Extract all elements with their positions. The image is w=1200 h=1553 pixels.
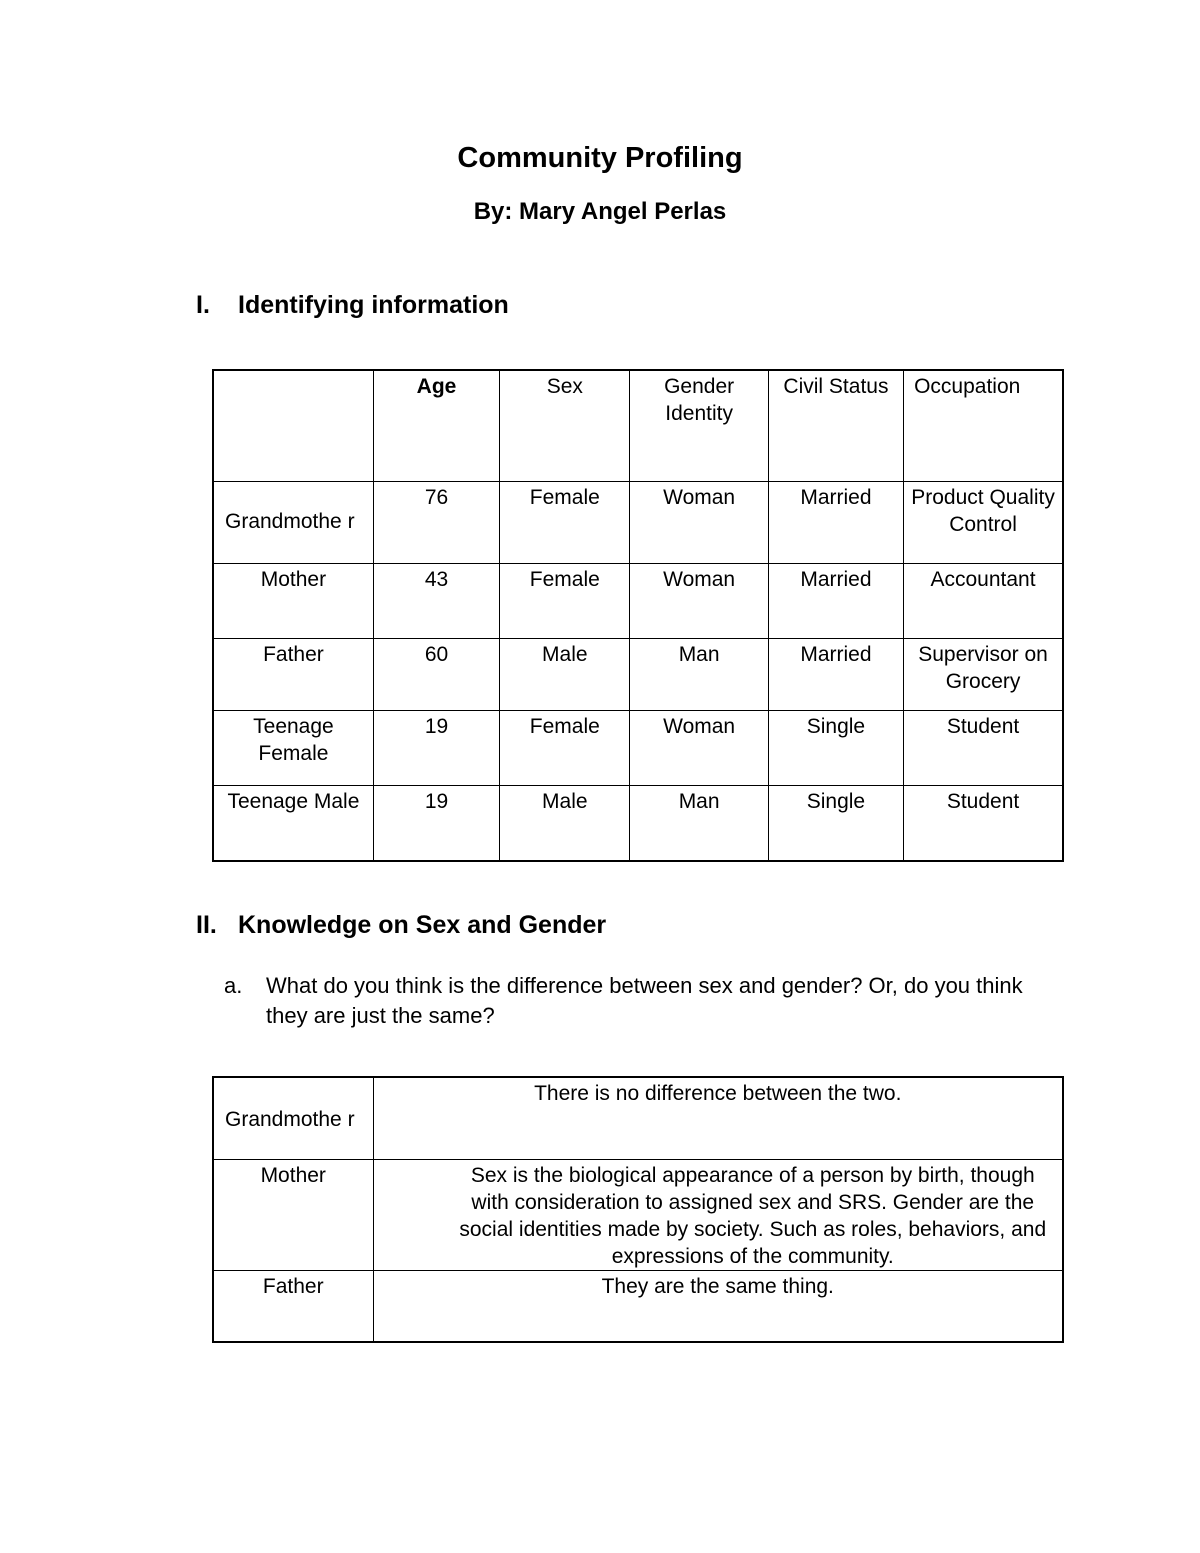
table-header-cell: Age (373, 370, 499, 482)
table-cell-occupation: Student (904, 711, 1063, 786)
table-header-row (213, 370, 1063, 482)
table-cell-age: 19 (373, 786, 499, 861)
section-heading-identifying-information (196, 291, 509, 320)
table-cell-civil-status: Married (768, 482, 903, 564)
table-cell-gender-identity: Man (630, 786, 768, 861)
table-cell-occupation: Product Quality Control (904, 482, 1063, 564)
table-cell-age: 60 (373, 639, 499, 711)
table-cell-sex: Female (500, 564, 630, 639)
table-cell-occupation: Student (904, 786, 1063, 861)
table-cell-answer: There is no difference between the two. (373, 1077, 1063, 1159)
table-row (213, 1270, 1063, 1342)
table-cell-civil-status: Single (768, 786, 903, 861)
question-text: What do you think is the difference between sex and gender? Or, do you think they are just the same? (266, 973, 1023, 1028)
table-header-cell (213, 370, 373, 482)
table-cell-name: Father (213, 1270, 373, 1342)
section-heading-knowledge-on-sex-and-gender (196, 911, 606, 940)
table-cell-age: 19 (373, 711, 499, 786)
section-title: Knowledge on Sex and Gender (238, 911, 607, 939)
table-row (213, 564, 1063, 639)
table-cell-gender-identity: Woman (630, 564, 768, 639)
table-header-cell: Civil Status (768, 370, 903, 482)
table-header-cell: Gender Identity (630, 370, 768, 482)
table-cell-civil-status: Married (768, 639, 903, 711)
table-row (213, 1159, 1063, 1270)
table-row (213, 482, 1063, 564)
table-cell-civil-status: Married (768, 564, 903, 639)
table-cell-sex: Male (500, 786, 630, 861)
table-cell-age: 43 (373, 564, 499, 639)
table-cell-name: Mother (213, 564, 373, 639)
table-cell-occupation: Accountant (904, 564, 1063, 639)
table-cell-name: Teenage Male (213, 786, 373, 861)
table-cell-name: Grandmothe r (213, 1077, 373, 1159)
table-cell-name: Mother (213, 1159, 373, 1270)
table-row (213, 1077, 1063, 1159)
section-number: II. (196, 911, 217, 939)
document-title: Community Profiling (457, 142, 743, 174)
table-cell-answer: Sex is the biological appearance of a person by birth, though with consideration to assigned sex and SRS. Gender are the social identities made by society. Such as roles, behaviors, and expressions of the community. (373, 1159, 1063, 1270)
table-cell-sex: Female (500, 711, 630, 786)
table-cell-gender-identity: Man (630, 639, 768, 711)
document-author: By: Mary Angel Perlas (473, 198, 727, 225)
table-row (213, 711, 1063, 786)
table-cell-gender-identity: Woman (630, 711, 768, 786)
table-row (213, 639, 1063, 711)
table-cell-name: Teenage Female (213, 711, 373, 786)
question-item (224, 971, 1044, 1031)
section-title: Identifying information (238, 291, 509, 319)
question-letter: a. (224, 973, 243, 998)
table-row (213, 786, 1063, 861)
table-cell-gender-identity: Woman (630, 482, 768, 564)
table-cell-occupation: Supervisor on Grocery (904, 639, 1063, 711)
table-header-cell: Occupation (904, 370, 1063, 482)
identifying-information-table (212, 369, 1064, 862)
table-cell-sex: Female (500, 482, 630, 564)
section-number: I. (196, 291, 210, 319)
table-cell-name: Father (213, 639, 373, 711)
answers-table (212, 1076, 1064, 1343)
table-cell-answer: They are the same thing. (373, 1270, 1063, 1342)
table-header-cell: Sex (500, 370, 630, 482)
table-cell-civil-status: Single (768, 711, 903, 786)
table-cell-name: Grandmothe r (213, 482, 373, 564)
table-cell-sex: Male (500, 639, 630, 711)
table-cell-age: 76 (373, 482, 499, 564)
